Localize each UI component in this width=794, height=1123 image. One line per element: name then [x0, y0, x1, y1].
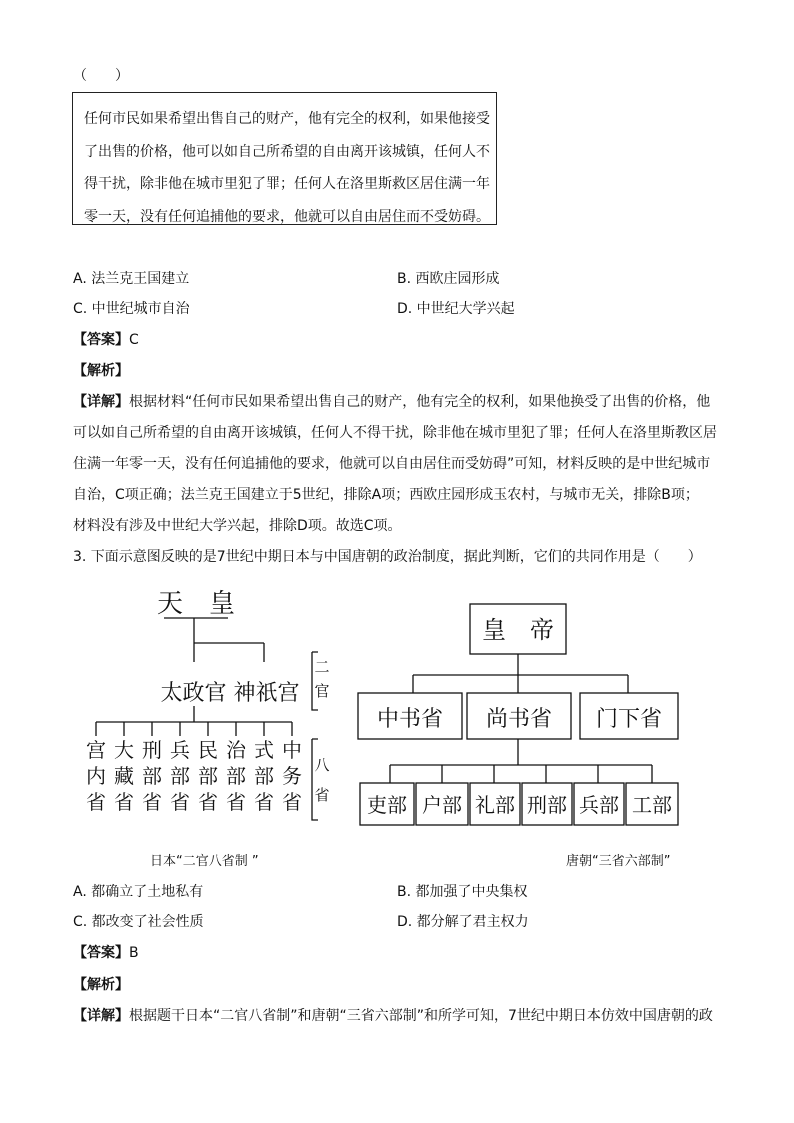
quote-line: 任何市民如果希望出售自己的财产，他有完全的权利，如果他接受: [84, 111, 490, 127]
tang-emperor-label: 皇 帝: [482, 616, 554, 644]
quote-line: 零一天，没有任何追捕他的要求，他就可以自由居住而不受妨碍。: [84, 208, 490, 225]
japan-ministry-label: 民部省: [198, 738, 218, 814]
q2-option-c: C. 中世纪城市自治: [73, 301, 190, 317]
tang-department-label: 户部: [422, 793, 462, 817]
tang-province-label: 中书省: [376, 707, 444, 732]
japan-emperor-label: 天 皇: [156, 589, 236, 619]
q3-stem: 3. 下面示意图反映的是7世纪中期日本与中国唐朝的政治制度，据此判断，它们的共同作用是（ ）: [73, 549, 702, 565]
japan-caption: 日本“二官八省制 ”: [150, 854, 259, 869]
q3-option-d: D. 都分解了君主权力: [397, 914, 529, 930]
quote-line: 了出售的价格，他可以如自己所希望的自由离开该城镇，任何人不: [84, 143, 490, 160]
japan-ministries-group: [86, 738, 302, 814]
q2-option-a: A. 法兰克王国建立: [73, 271, 190, 287]
japan-ministry-label: 式部省: [254, 738, 274, 814]
detail-text: 根据材料“任何市民如果希望出售自己的财产，他有完全的权利，如果他换受了出售的价格，他: [129, 394, 711, 410]
japan-ministry-label: 刑部省: [142, 738, 162, 814]
tang-caption: 唐朝“三省六部制”: [566, 854, 671, 869]
japan-bracket-char: 二: [314, 658, 330, 676]
q3-detail-line: [73, 1005, 713, 1025]
japan-two-offices-label: 太政官 神祇宫: [160, 681, 300, 706]
q2-option-b: B. 西欧庄园形成: [397, 271, 500, 287]
q3-analysis-tag: 【解析】: [73, 977, 129, 993]
tang-province-label: 门下省: [595, 707, 663, 732]
tang-department-label: 工部: [632, 793, 672, 817]
japan-bracket-char: 省: [314, 786, 330, 804]
q2-option-d: D. 中世纪大学兴起: [397, 301, 515, 317]
answer-tag: 【答案】: [73, 945, 129, 961]
tang-province-label: 尚书省: [485, 707, 553, 732]
tang-department-label: 吏部: [367, 793, 407, 817]
japan-bracket-char: 八: [314, 756, 330, 774]
q3-option-c: C. 都改变了社会性质: [73, 914, 204, 930]
detail-tag: 【详解】: [73, 394, 129, 410]
japan-bracket-char: 官: [314, 682, 330, 700]
detail-text: 根据题干日本“二官八省制”和唐朝“三省六部制”和所学可知，7世纪中期日本仿效中国唐朝的政: [129, 1008, 713, 1024]
quote-line: 得干扰，除非他在城市里犯了罪；任何人在洛里斯救区居住满一年: [84, 176, 490, 192]
q2-detail-line: 材料没有涉及中世纪大学兴起，排除D项。故选C项。: [73, 518, 402, 534]
japan-ministry-label: 宫内省: [86, 738, 106, 814]
detail-tag: 【详解】: [73, 1008, 129, 1024]
question-blank-paren: （ ）: [73, 68, 129, 84]
q3-answer: [73, 942, 139, 962]
tang-department-label: 兵部: [579, 793, 619, 817]
japan-ministry-label: 中务省: [282, 738, 302, 814]
q2-detail-line: 自治，C项正确；法兰克王国建立于5世纪，排除A项；西欧庄园形成玉农村，与城市无关，排除B项；: [73, 487, 699, 503]
q3-option-a: A. 都确立了土地私有: [73, 884, 204, 900]
answer-tag: 【答案】: [73, 332, 129, 348]
q2-detail-line: 住满一年零一天，没有任何追捕他的要求，他就可以自由居住而受妨碍”可知，材料反映的是中世纪城市: [73, 456, 711, 472]
answer-value: B: [129, 945, 139, 961]
japan-ministry-label: 兵部省: [170, 738, 190, 814]
japan-ministry-label: 治部省: [226, 738, 246, 814]
q2-detail-line: 可以如自己所希望的自由离开该城镇，任何人不得干扰，除非他在城市里犯了罪；任何人在洛里斯教区居: [73, 425, 717, 441]
q3-option-b: B. 都加强了中央集权: [397, 884, 528, 900]
tang-department-label: 刑部: [527, 793, 567, 817]
japan-ministry-label: 大藏省: [114, 738, 134, 814]
answer-value: C: [129, 332, 139, 348]
tang-department-label: 礼部: [475, 793, 515, 817]
q2-analysis-tag: 【解析】: [73, 363, 129, 379]
